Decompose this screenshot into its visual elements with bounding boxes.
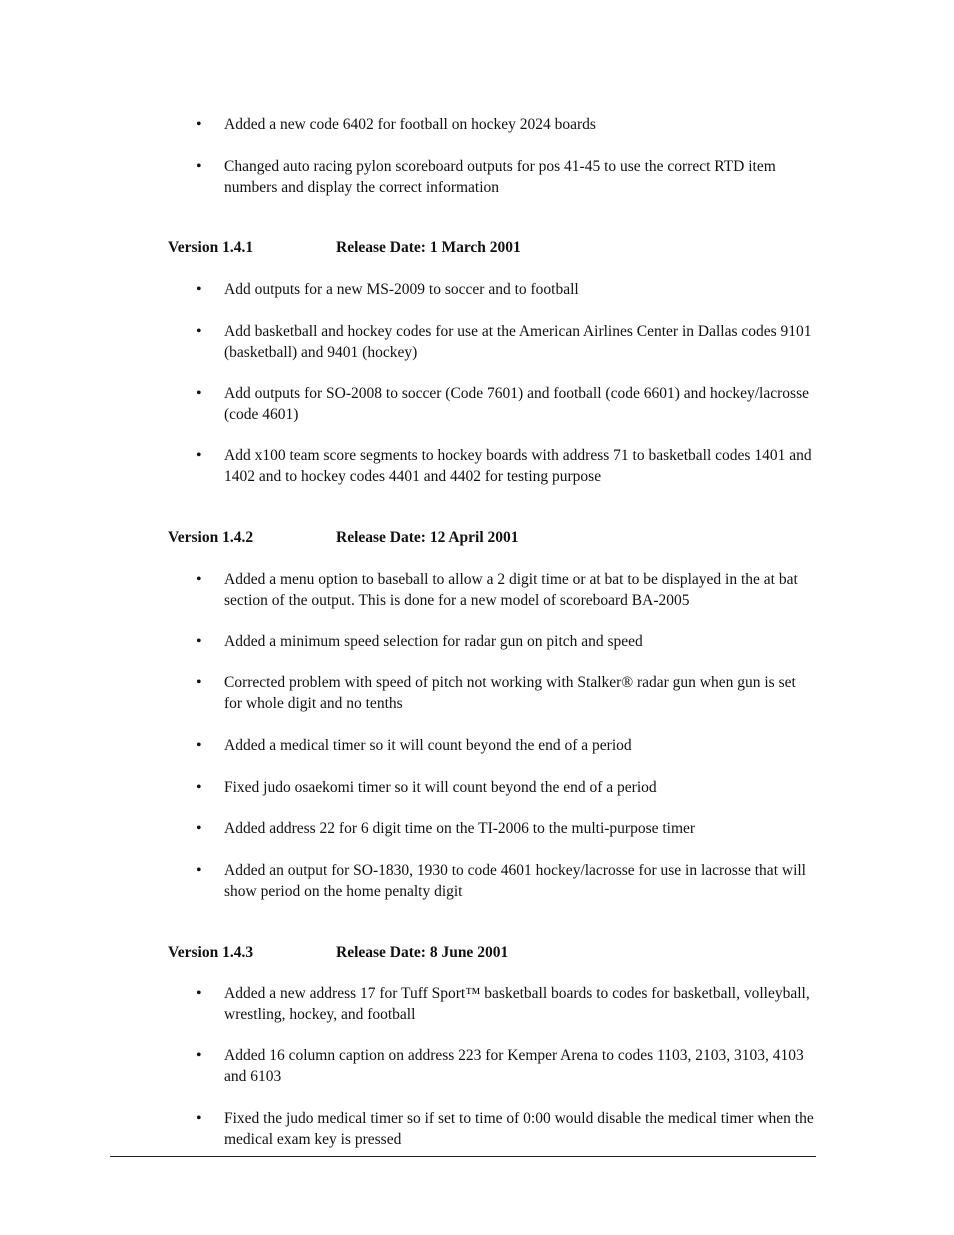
bullet: • [196,385,202,402]
list-item: Added a new address 17 for Tuff Sport™ basketball boards to codes for basketball, volleyball, wrestling, hockey, and football [224,985,810,1023]
bullet: • [196,571,202,588]
list-item: Add outputs for a new MS-2009 to soccer and to football [224,281,579,298]
list-item: Corrected problem with speed of pitch not working with Stalker® radar gun when gun is set for whole digit and no tenths [224,674,796,712]
list-item: Add outputs for SO-2008 to soccer (Code 7601) and football (code 6601) and hockey/lacrosse (code 4601) [224,385,809,423]
bullet: • [196,1047,202,1064]
bullet: • [196,633,202,650]
list-item: Added a medical timer so it will count beyond the end of a period [224,737,632,754]
release-date-heading: Release Date: 1 March 2001 [336,239,521,256]
bullet: • [196,674,202,691]
list-item: Added a new code 6402 for football on hockey 2024 boards [224,116,596,133]
version-heading: Version 1.4.1 [168,239,254,256]
bullet: • [196,447,202,464]
list-item: Changed auto racing pylon scoreboard outputs for pos 41-45 to use the correct RTD item numbers and display the correct information [224,158,776,196]
list-item: Add x100 team score segments to hockey boards with address 71 to basketball codes 1401 and 1402 and to hockey codes 4401 and 4402 for testing purpose [224,447,812,485]
list-item: Added a minimum speed selection for radar gun on pitch and speed [224,633,643,650]
list-item: Added 16 column caption on address 223 for Kemper Arena to codes 1103, 2103, 3103, 4103 and 6103 [224,1047,804,1085]
bullet: • [196,737,202,754]
bullet: • [196,862,202,879]
list-item: Added an output for SO-1830, 1930 to code 4601 hockey/lacrosse for use in lacrosse that will show period on the home penalty digit [224,862,806,900]
list-item: Fixed the judo medical timer so if set to time of 0:00 would disable the medical timer when the medical exam key is pressed [224,1110,814,1148]
bullet: • [196,281,202,298]
bullet: • [196,985,202,1002]
version-heading: Version 1.4.3 [168,944,254,961]
list-item: Fixed judo osaekomi timer so it will count beyond the end of a period [224,779,657,796]
bullet: • [196,158,202,175]
footer-divider [110,1156,816,1157]
release-date-heading: Release Date: 12 April 2001 [336,529,519,546]
release-date-heading: Release Date: 8 June 2001 [336,944,509,961]
bullet: • [196,116,202,133]
bullet: • [196,1110,202,1127]
list-item: Added address 22 for 6 digit time on the TI-2006 to the multi-purpose timer [224,820,696,837]
bullet: • [196,779,202,796]
list-item: Add basketball and hockey codes for use at the American Airlines Center in Dallas codes 9101 (basketball) and 9401 (hockey) [224,323,812,361]
bullet: • [196,323,202,340]
version-heading: Version 1.4.2 [168,529,254,546]
list-item: Added a menu option to baseball to allow a 2 digit time or at bat to be displayed in the at bat section of the output. This is done for a new model of scoreboard BA-2005 [224,571,798,609]
bullet: • [196,820,202,837]
